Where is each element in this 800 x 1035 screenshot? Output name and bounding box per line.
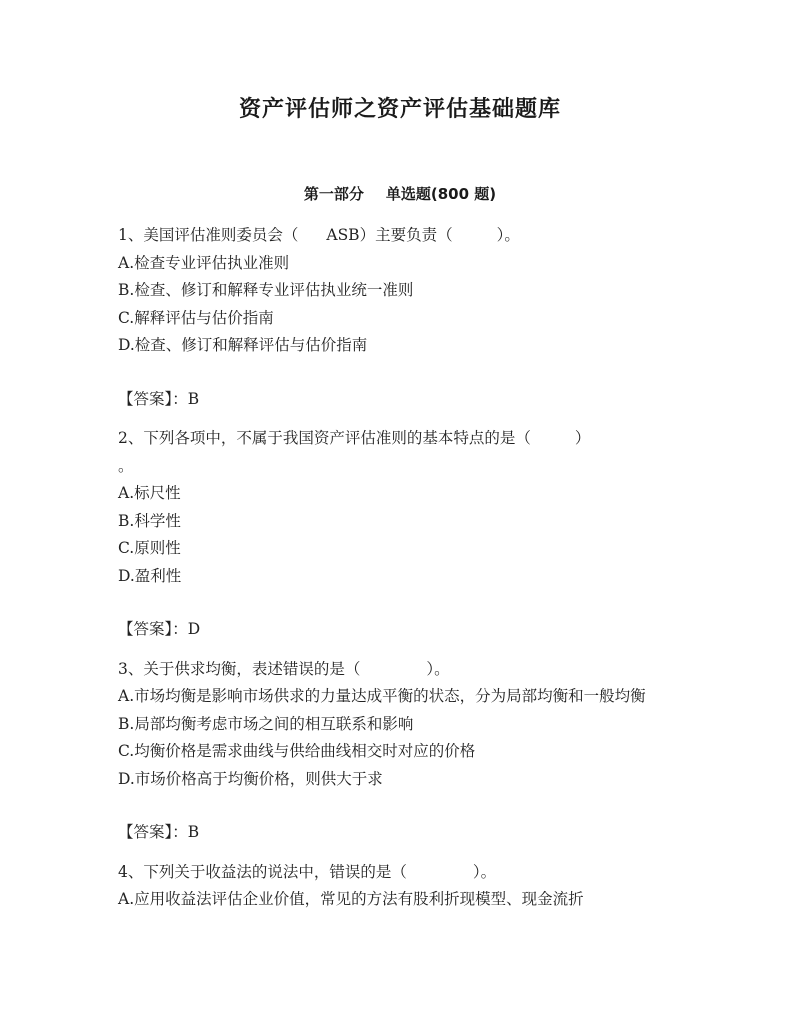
answer-label: 【答案】：D [118, 620, 201, 638]
option-a: A.市场均衡是影响市场供求的力量达成平衡的状态，分为局部均衡和一般均衡 [118, 687, 646, 705]
section-title [0, 183, 800, 204]
answer-label: 【答案】：B [118, 823, 200, 841]
option-a: A.应用收益法评估企业价值，常见的方法有股利折现模型、现金流折 [118, 890, 584, 908]
option-d: D.市场价格高于均衡价格，则供大于求 [118, 769, 383, 788]
question-stem: 4、下列关于收益法的说法中，错误的是（ ）。 [118, 862, 497, 881]
question-2 [118, 425, 678, 644]
question-stem: 2、下列各项中，不属于我国资产评估准则的基本特点的是（ ） [118, 429, 591, 447]
question-stem: 3、关于供求均衡，表述错误的是（ ）。 [118, 659, 450, 678]
option-d: D.检查、修订和解释评估与估价指南 [118, 336, 368, 354]
option-b: B.科学性 [118, 511, 181, 530]
question-stem: 1、美国评估准则委员会（ ASB）主要负责（ ）。 [118, 226, 520, 244]
question-list [118, 222, 678, 914]
option-c: C.原则性 [118, 539, 181, 557]
option-a: A.标尺性 [118, 484, 181, 502]
question-4 [118, 859, 678, 914]
answer-label: 【答案】：B [118, 389, 200, 408]
question-1 [118, 222, 678, 413]
section-name: 单选题(800 题) [385, 185, 497, 203]
option-b: B.检查、修订和解释专业评估执业统一准则 [118, 281, 414, 299]
question-3 [118, 656, 678, 847]
option-b: B.局部均衡考虑市场之间的相互联系和影响 [118, 714, 414, 733]
document-title: 资产评估师之资产评估基础题库 [238, 97, 561, 122]
option-c: C.均衡价格是需求曲线与供给曲线相交时对应的价格 [118, 742, 476, 760]
option-c: C.解释评估与估价指南 [118, 308, 274, 327]
question-stem-continuation: 。 [118, 456, 134, 475]
option-a: A.检查专业评估执业准则 [118, 253, 290, 272]
section-part: 第一部分 [303, 185, 364, 203]
option-d: D.盈利性 [118, 566, 182, 585]
